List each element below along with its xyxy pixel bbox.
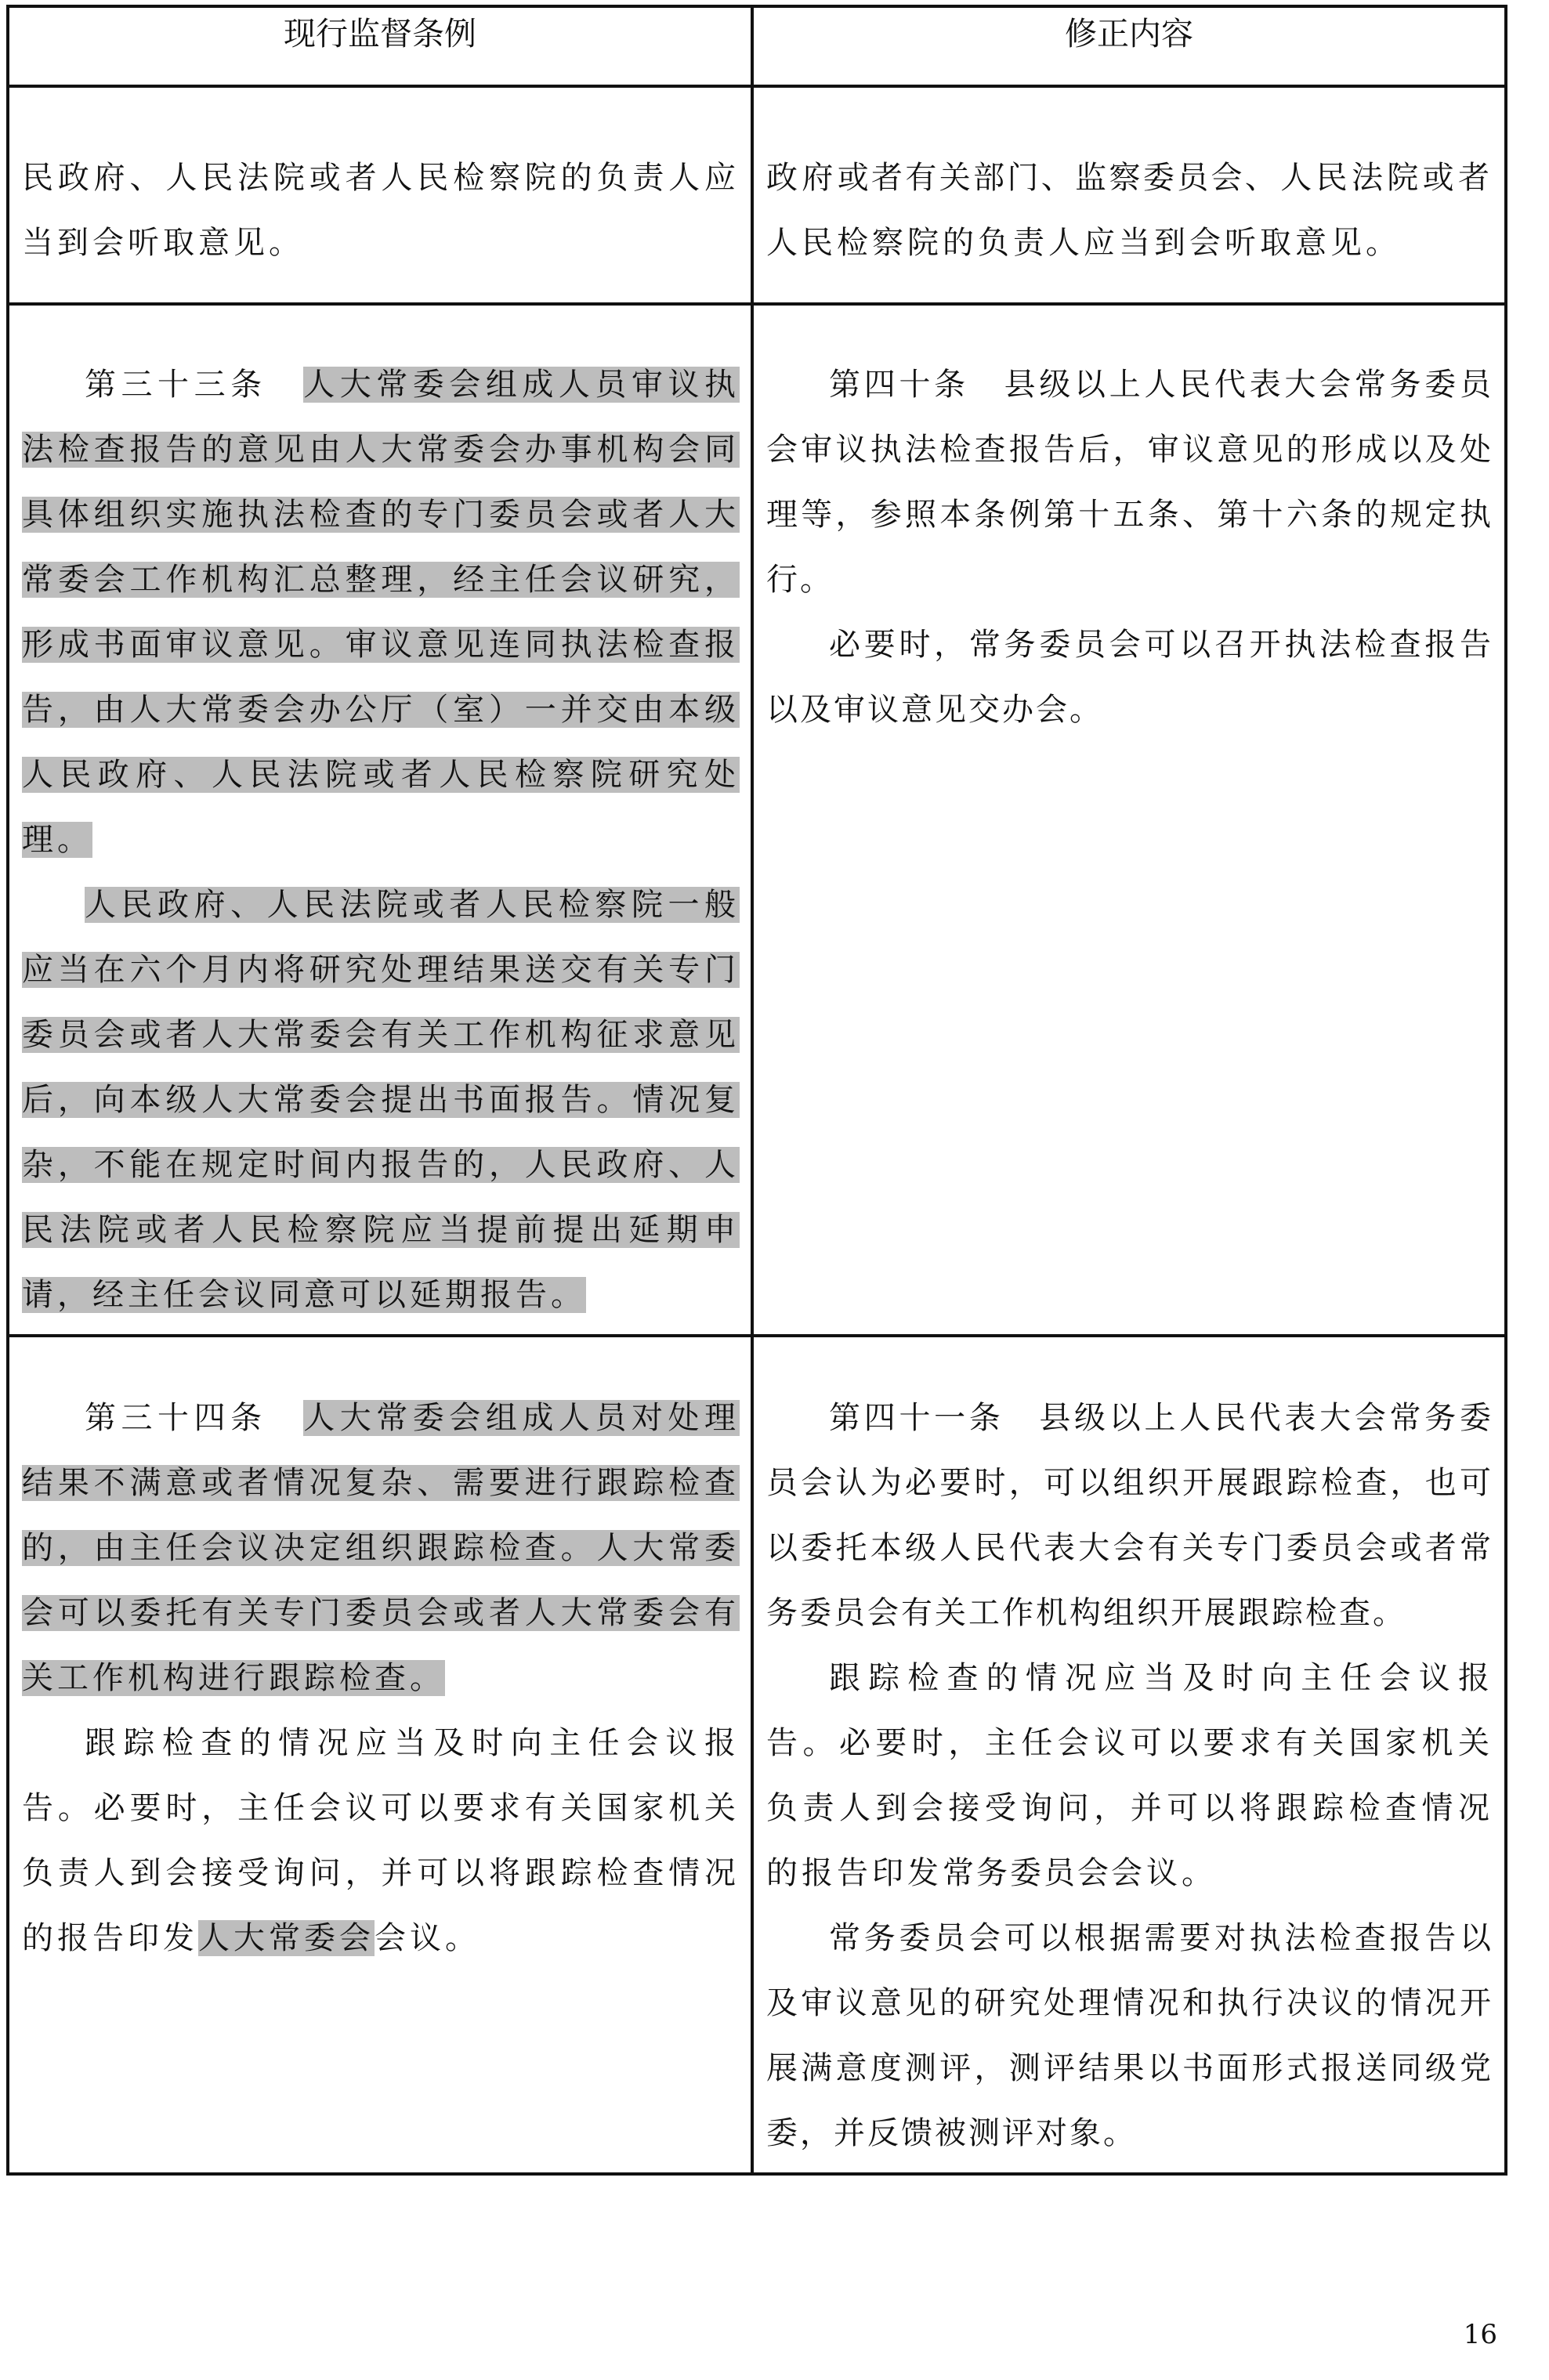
current-text-fragment: 跟踪检查的情况应当及时向主任会议报告。必要时，主任会议可以要求有关国家机关负责人到会接受询问，并可以将跟踪检查情况的报告印发: [22, 1725, 740, 1956]
current-text-paragraph: [22, 1711, 740, 1971]
highlighted-deleted-text: 人大常委会组成人员对处理结果不满意或者情况复杂、需要进行跟踪检查的，由主任会议决定组织跟踪检查。人大常委会可以委托有关专门委员会或者人大常委会有关工作机构进行跟踪检查。: [22, 1400, 740, 1696]
amendment-text-fragment: 、人民法院或者人民检察院的负责人应当到会听取意见。: [766, 160, 1494, 261]
amendment-text-paragraph: [766, 146, 1493, 276]
article-41-paragraph: 第四十一条 县级以上人民代表大会常务委员会认为必要时，可以组织开展跟踪检查，也可以委托本级人民代表大会有关专门委员会或者常务委员会有关工作机构组织开展跟踪检查。: [766, 1400, 1493, 1631]
current-regulation-cell: [8, 304, 752, 1336]
article-40-paragraph: 第四十条 县级以上人民代表大会常务委员会审议执法检查报告后，审议意见的形成以及处理等，参照本条例第十五条、第十六条的规定执行。: [766, 367, 1493, 598]
amendment-text-fragment: 或者有关部门、监察委员会: [837, 160, 1245, 196]
table-row: [8, 1336, 1506, 2174]
amendment-text-paragraph: 常务委员会可以根据需要对执法检查报告以及审议意见的研究处理情况和执行决议的情况开展满意度测评，测评结果以书面形式报送同级党委，并反馈被测评对象。: [766, 1920, 1493, 2151]
article-label: 第三十三条: [85, 367, 267, 403]
amendment-text-fragment: 常务委员会: [943, 1855, 1111, 1891]
amendment-text-fragment: 会议。: [1111, 1855, 1217, 1891]
amendment-text-fragment: 政府: [766, 160, 838, 196]
article-34-paragraph: [22, 1386, 740, 1711]
highlighted-deleted-text: 人大常委会: [198, 1920, 375, 1956]
page-number: 16: [1463, 2319, 1497, 2350]
current-regulation-cell: [8, 86, 752, 304]
current-text-paragraph: 民政府、人民法院或者人民检察院的负责人应当到会听取意见。: [22, 160, 740, 261]
current-regulation-cell: [8, 1336, 752, 2174]
comparison-table: [6, 5, 1507, 2176]
amendment-text-fragment: 跟踪检查的情况应当及时向主任会议报告。必要时，主任会议可以要求有关国家机关负责人到会接受询问，并可以将跟踪检查情况的报告印发: [766, 1660, 1493, 1891]
highlighted-deleted-text: 人民政府、人民法院或者人民检察院一般应当在六个月内将研究处理结果送交有关专门委员会或者人大常委会有关工作机构征求意见后，向本级人大常委会提出书面报告。情况复杂，不能在规定时间内报告的，人民政府、人民法院或者人民检察院应当提前提出延期申请，经主任会议同意可以延期报告。: [22, 887, 740, 1313]
column-header-current: 现行监督条例: [8, 6, 752, 86]
amendment-text-paragraph: [766, 1646, 1493, 1906]
amendment-cell: [752, 304, 1506, 1336]
amendment-cell: [752, 86, 1506, 304]
amendment-cell: [752, 1336, 1506, 2174]
amendment-text-paragraph: 必要时，常务委员会可以召开执法检查报告以及审议意见交办会。: [766, 627, 1493, 728]
column-header-amendment: 修正内容: [752, 6, 1506, 86]
article-33-paragraph: [22, 353, 740, 873]
highlighted-deleted-text: 人大常委会组成人员审议执法检查报告的意见由人大常委会办事机构会同具体组织实施执法检查的专门委员会或者人大常委会工作机构汇总整理，经主任会议研究，形成书面审议意见。审议意见连同执法检查报告，由人大常委会办公厅（室）一并交由本级人民政府、人民法院或者人民检察院研究处理。: [22, 367, 740, 858]
table-header-row: [8, 6, 1506, 86]
article-label: 第三十四条: [85, 1400, 267, 1436]
table-row: [8, 304, 1506, 1336]
current-text-paragraph: [22, 873, 740, 1328]
current-text-fragment: 会议。: [375, 1920, 480, 1956]
table-row: [8, 86, 1506, 304]
